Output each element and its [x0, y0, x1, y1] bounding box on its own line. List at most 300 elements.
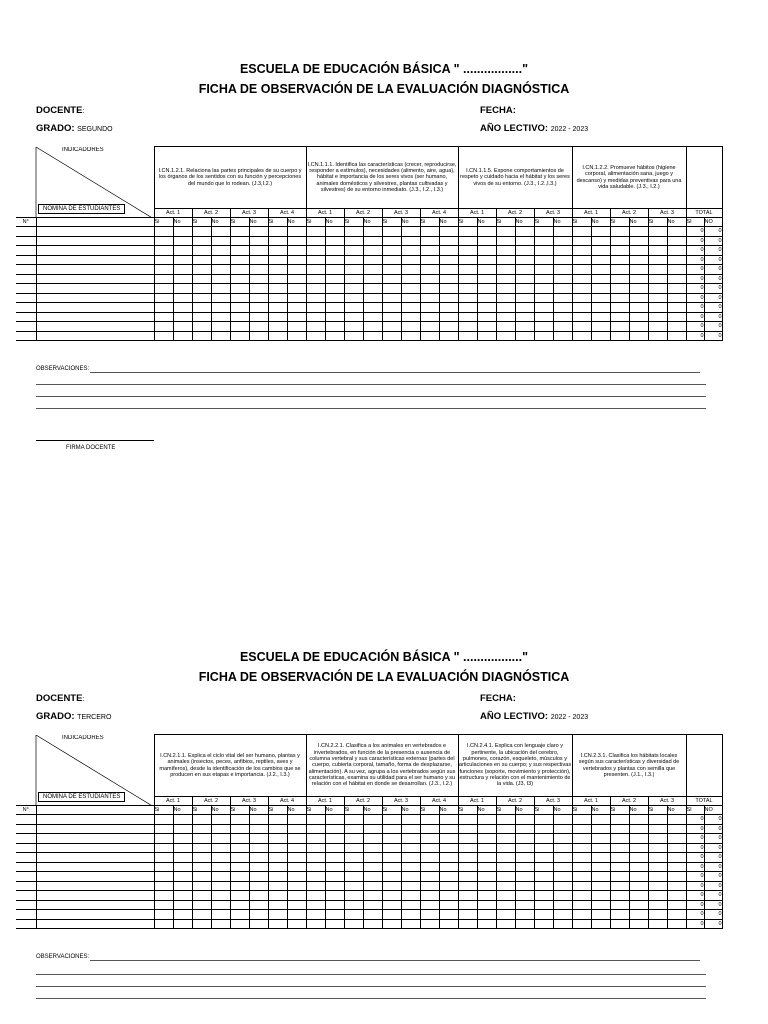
mark-cell[interactable]	[249, 815, 268, 825]
student-name-cell[interactable]	[36, 236, 154, 246]
mark-cell[interactable]	[306, 303, 325, 313]
mark-cell[interactable]	[230, 862, 249, 872]
mark-cell[interactable]	[439, 303, 458, 313]
student-number-cell[interactable]	[16, 815, 36, 825]
mark-cell[interactable]	[382, 246, 401, 256]
mark-cell[interactable]	[173, 815, 192, 825]
mark-cell[interactable]	[401, 303, 420, 313]
mark-cell[interactable]	[173, 265, 192, 275]
mark-cell[interactable]	[344, 331, 363, 341]
mark-cell[interactable]	[591, 227, 610, 237]
mark-cell[interactable]	[515, 881, 534, 891]
mark-cell[interactable]	[287, 274, 306, 284]
mark-cell[interactable]	[439, 862, 458, 872]
mark-cell[interactable]	[211, 910, 230, 920]
mark-cell[interactable]	[572, 834, 591, 844]
mark-cell[interactable]	[192, 881, 211, 891]
mark-cell[interactable]	[496, 862, 515, 872]
mark-cell[interactable]	[439, 815, 458, 825]
mark-cell[interactable]	[287, 881, 306, 891]
mark-cell[interactable]	[401, 872, 420, 882]
mark-cell[interactable]	[325, 255, 344, 265]
mark-cell[interactable]	[648, 815, 667, 825]
mark-cell[interactable]	[268, 824, 287, 834]
mark-cell[interactable]	[363, 900, 382, 910]
mark-cell[interactable]	[648, 862, 667, 872]
mark-cell[interactable]	[458, 227, 477, 237]
mark-cell[interactable]	[591, 303, 610, 313]
mark-cell[interactable]	[325, 824, 344, 834]
mark-cell[interactable]	[306, 834, 325, 844]
mark-cell[interactable]	[534, 293, 553, 303]
mark-cell[interactable]	[667, 322, 686, 332]
mark-cell[interactable]	[344, 274, 363, 284]
mark-cell[interactable]	[591, 284, 610, 294]
mark-cell[interactable]	[173, 227, 192, 237]
mark-cell[interactable]	[458, 881, 477, 891]
mark-cell[interactable]	[344, 236, 363, 246]
mark-cell[interactable]	[382, 331, 401, 341]
mark-cell[interactable]	[515, 834, 534, 844]
mark-cell[interactable]	[382, 872, 401, 882]
mark-cell[interactable]	[629, 891, 648, 901]
mark-cell[interactable]	[420, 843, 439, 853]
mark-cell[interactable]	[610, 293, 629, 303]
mark-cell[interactable]	[192, 284, 211, 294]
mark-cell[interactable]	[610, 881, 629, 891]
mark-cell[interactable]	[477, 246, 496, 256]
student-name-cell[interactable]	[36, 900, 154, 910]
mark-cell[interactable]	[629, 246, 648, 256]
mark-cell[interactable]	[477, 900, 496, 910]
mark-cell[interactable]	[591, 891, 610, 901]
mark-cell[interactable]	[382, 312, 401, 322]
mark-cell[interactable]	[382, 853, 401, 863]
mark-cell[interactable]	[249, 303, 268, 313]
mark-cell[interactable]	[173, 919, 192, 929]
mark-cell[interactable]	[572, 853, 591, 863]
mark-cell[interactable]	[249, 246, 268, 256]
mark-cell[interactable]	[496, 255, 515, 265]
mark-cell[interactable]	[439, 891, 458, 901]
mark-cell[interactable]	[496, 872, 515, 882]
mark-cell[interactable]	[553, 322, 572, 332]
mark-cell[interactable]	[534, 862, 553, 872]
mark-cell[interactable]	[458, 834, 477, 844]
mark-cell[interactable]	[458, 322, 477, 332]
mark-cell[interactable]	[420, 824, 439, 834]
mark-cell[interactable]	[382, 824, 401, 834]
mark-cell[interactable]	[439, 246, 458, 256]
mark-cell[interactable]	[287, 322, 306, 332]
mark-cell[interactable]	[477, 322, 496, 332]
mark-cell[interactable]	[230, 910, 249, 920]
mark-cell[interactable]	[439, 919, 458, 929]
mark-cell[interactable]	[363, 891, 382, 901]
mark-cell[interactable]	[534, 910, 553, 920]
mark-cell[interactable]	[287, 246, 306, 256]
mark-cell[interactable]	[230, 255, 249, 265]
student-number-cell[interactable]	[16, 265, 36, 275]
mark-cell[interactable]	[211, 312, 230, 322]
mark-cell[interactable]	[610, 265, 629, 275]
mark-cell[interactable]	[344, 265, 363, 275]
student-number-cell[interactable]	[16, 246, 36, 256]
mark-cell[interactable]	[439, 331, 458, 341]
mark-cell[interactable]	[382, 322, 401, 332]
mark-cell[interactable]	[572, 891, 591, 901]
mark-cell[interactable]	[344, 246, 363, 256]
mark-cell[interactable]	[211, 246, 230, 256]
mark-cell[interactable]	[268, 910, 287, 920]
mark-cell[interactable]	[420, 274, 439, 284]
mark-cell[interactable]	[515, 322, 534, 332]
mark-cell[interactable]	[667, 862, 686, 872]
mark-cell[interactable]	[154, 236, 173, 246]
mark-cell[interactable]	[287, 284, 306, 294]
student-number-cell[interactable]	[16, 236, 36, 246]
mark-cell[interactable]	[363, 293, 382, 303]
mark-cell[interactable]	[154, 872, 173, 882]
mark-cell[interactable]	[439, 255, 458, 265]
mark-cell[interactable]	[325, 303, 344, 313]
mark-cell[interactable]	[192, 815, 211, 825]
mark-cell[interactable]	[439, 293, 458, 303]
mark-cell[interactable]	[439, 227, 458, 237]
mark-cell[interactable]	[363, 862, 382, 872]
mark-cell[interactable]	[420, 331, 439, 341]
mark-cell[interactable]	[420, 322, 439, 332]
mark-cell[interactable]	[591, 236, 610, 246]
mark-cell[interactable]	[325, 331, 344, 341]
mark-cell[interactable]	[325, 891, 344, 901]
mark-cell[interactable]	[249, 331, 268, 341]
mark-cell[interactable]	[610, 872, 629, 882]
mark-cell[interactable]	[515, 303, 534, 313]
mark-cell[interactable]	[667, 331, 686, 341]
mark-cell[interactable]	[211, 293, 230, 303]
mark-cell[interactable]	[211, 322, 230, 332]
mark-cell[interactable]	[192, 236, 211, 246]
mark-cell[interactable]	[591, 322, 610, 332]
student-number-cell[interactable]	[16, 900, 36, 910]
mark-cell[interactable]	[230, 236, 249, 246]
mark-cell[interactable]	[287, 331, 306, 341]
mark-cell[interactable]	[553, 815, 572, 825]
mark-cell[interactable]	[382, 284, 401, 294]
mark-cell[interactable]	[496, 246, 515, 256]
mark-cell[interactable]	[382, 910, 401, 920]
mark-cell[interactable]	[211, 900, 230, 910]
mark-cell[interactable]	[230, 322, 249, 332]
mark-cell[interactable]	[667, 853, 686, 863]
mark-cell[interactable]	[629, 312, 648, 322]
mark-cell[interactable]	[591, 255, 610, 265]
mark-cell[interactable]	[648, 274, 667, 284]
student-name-cell[interactable]	[36, 910, 154, 920]
mark-cell[interactable]	[306, 312, 325, 322]
mark-cell[interactable]	[325, 881, 344, 891]
mark-cell[interactable]	[249, 900, 268, 910]
mark-cell[interactable]	[344, 255, 363, 265]
mark-cell[interactable]	[458, 312, 477, 322]
mark-cell[interactable]	[667, 919, 686, 929]
mark-cell[interactable]	[363, 284, 382, 294]
student-number-cell[interactable]	[16, 255, 36, 265]
student-name-cell[interactable]	[36, 246, 154, 256]
mark-cell[interactable]	[420, 246, 439, 256]
mark-cell[interactable]	[667, 293, 686, 303]
mark-cell[interactable]	[629, 824, 648, 834]
mark-cell[interactable]	[382, 843, 401, 853]
mark-cell[interactable]	[458, 293, 477, 303]
mark-cell[interactable]	[458, 815, 477, 825]
mark-cell[interactable]	[363, 312, 382, 322]
mark-cell[interactable]	[420, 862, 439, 872]
mark-cell[interactable]	[230, 824, 249, 834]
mark-cell[interactable]	[439, 910, 458, 920]
student-name-cell[interactable]	[36, 834, 154, 844]
student-name-cell[interactable]	[36, 331, 154, 341]
mark-cell[interactable]	[496, 293, 515, 303]
mark-cell[interactable]	[496, 303, 515, 313]
mark-cell[interactable]	[648, 284, 667, 294]
mark-cell[interactable]	[534, 331, 553, 341]
mark-cell[interactable]	[344, 872, 363, 882]
mark-cell[interactable]	[154, 910, 173, 920]
student-number-cell[interactable]	[16, 834, 36, 844]
mark-cell[interactable]	[192, 900, 211, 910]
mark-cell[interactable]	[173, 322, 192, 332]
mark-cell[interactable]	[268, 331, 287, 341]
mark-cell[interactable]	[458, 274, 477, 284]
mark-cell[interactable]	[420, 900, 439, 910]
mark-cell[interactable]	[648, 919, 667, 929]
mark-cell[interactable]	[572, 303, 591, 313]
mark-cell[interactable]	[363, 824, 382, 834]
mark-cell[interactable]	[667, 255, 686, 265]
mark-cell[interactable]	[534, 227, 553, 237]
mark-cell[interactable]	[192, 331, 211, 341]
mark-cell[interactable]	[325, 322, 344, 332]
mark-cell[interactable]	[458, 824, 477, 834]
mark-cell[interactable]	[591, 919, 610, 929]
mark-cell[interactable]	[268, 236, 287, 246]
mark-cell[interactable]	[344, 284, 363, 294]
mark-cell[interactable]	[306, 900, 325, 910]
mark-cell[interactable]	[667, 824, 686, 834]
mark-cell[interactable]	[154, 303, 173, 313]
mark-cell[interactable]	[230, 815, 249, 825]
mark-cell[interactable]	[154, 265, 173, 275]
mark-cell[interactable]	[249, 312, 268, 322]
mark-cell[interactable]	[553, 331, 572, 341]
mark-cell[interactable]	[629, 919, 648, 929]
mark-cell[interactable]	[477, 265, 496, 275]
mark-cell[interactable]	[192, 824, 211, 834]
student-name-cell[interactable]	[36, 881, 154, 891]
mark-cell[interactable]	[154, 891, 173, 901]
mark-cell[interactable]	[154, 824, 173, 834]
mark-cell[interactable]	[477, 919, 496, 929]
mark-cell[interactable]	[496, 881, 515, 891]
mark-cell[interactable]	[211, 853, 230, 863]
mark-cell[interactable]	[534, 853, 553, 863]
mark-cell[interactable]	[458, 284, 477, 294]
mark-cell[interactable]	[249, 881, 268, 891]
mark-cell[interactable]	[439, 834, 458, 844]
mark-cell[interactable]	[496, 843, 515, 853]
mark-cell[interactable]	[648, 843, 667, 853]
mark-cell[interactable]	[629, 284, 648, 294]
student-name-cell[interactable]	[36, 891, 154, 901]
mark-cell[interactable]	[610, 312, 629, 322]
mark-cell[interactable]	[667, 900, 686, 910]
mark-cell[interactable]	[648, 312, 667, 322]
mark-cell[interactable]	[610, 274, 629, 284]
mark-cell[interactable]	[230, 872, 249, 882]
mark-cell[interactable]	[534, 843, 553, 853]
mark-cell[interactable]	[230, 227, 249, 237]
mark-cell[interactable]	[211, 236, 230, 246]
mark-cell[interactable]	[515, 227, 534, 237]
mark-cell[interactable]	[382, 227, 401, 237]
observation-line[interactable]	[36, 998, 706, 999]
mark-cell[interactable]	[648, 255, 667, 265]
mark-cell[interactable]	[192, 312, 211, 322]
mark-cell[interactable]	[306, 872, 325, 882]
mark-cell[interactable]	[553, 227, 572, 237]
mark-cell[interactable]	[439, 872, 458, 882]
mark-cell[interactable]	[382, 815, 401, 825]
mark-cell[interactable]	[230, 312, 249, 322]
mark-cell[interactable]	[439, 322, 458, 332]
mark-cell[interactable]	[496, 815, 515, 825]
mark-cell[interactable]	[192, 919, 211, 929]
mark-cell[interactable]	[515, 274, 534, 284]
mark-cell[interactable]	[154, 255, 173, 265]
mark-cell[interactable]	[496, 312, 515, 322]
mark-cell[interactable]	[610, 303, 629, 313]
mark-cell[interactable]	[610, 815, 629, 825]
mark-cell[interactable]	[477, 872, 496, 882]
mark-cell[interactable]	[249, 853, 268, 863]
mark-cell[interactable]	[458, 255, 477, 265]
mark-cell[interactable]	[534, 265, 553, 275]
mark-cell[interactable]	[553, 246, 572, 256]
mark-cell[interactable]	[287, 227, 306, 237]
mark-cell[interactable]	[534, 322, 553, 332]
mark-cell[interactable]	[401, 881, 420, 891]
mark-cell[interactable]	[667, 881, 686, 891]
mark-cell[interactable]	[496, 331, 515, 341]
mark-cell[interactable]	[287, 919, 306, 929]
mark-cell[interactable]	[268, 900, 287, 910]
mark-cell[interactable]	[344, 881, 363, 891]
mark-cell[interactable]	[591, 824, 610, 834]
mark-cell[interactable]	[363, 834, 382, 844]
mark-cell[interactable]	[325, 862, 344, 872]
mark-cell[interactable]	[572, 246, 591, 256]
mark-cell[interactable]	[591, 910, 610, 920]
mark-cell[interactable]	[667, 303, 686, 313]
mark-cell[interactable]	[173, 834, 192, 844]
student-name-cell[interactable]	[36, 824, 154, 834]
mark-cell[interactable]	[667, 227, 686, 237]
mark-cell[interactable]	[458, 331, 477, 341]
mark-cell[interactable]	[534, 834, 553, 844]
mark-cell[interactable]	[648, 236, 667, 246]
mark-cell[interactable]	[306, 891, 325, 901]
mark-cell[interactable]	[610, 246, 629, 256]
student-name-cell[interactable]	[36, 843, 154, 853]
mark-cell[interactable]	[572, 322, 591, 332]
mark-cell[interactable]	[249, 843, 268, 853]
student-name-cell[interactable]	[36, 303, 154, 313]
mark-cell[interactable]	[401, 910, 420, 920]
mark-cell[interactable]	[306, 274, 325, 284]
mark-cell[interactable]	[439, 853, 458, 863]
mark-cell[interactable]	[249, 834, 268, 844]
mark-cell[interactable]	[173, 872, 192, 882]
mark-cell[interactable]	[572, 910, 591, 920]
mark-cell[interactable]	[268, 815, 287, 825]
mark-cell[interactable]	[477, 853, 496, 863]
mark-cell[interactable]	[230, 274, 249, 284]
mark-cell[interactable]	[211, 303, 230, 313]
mark-cell[interactable]	[325, 274, 344, 284]
mark-cell[interactable]	[154, 322, 173, 332]
mark-cell[interactable]	[572, 274, 591, 284]
mark-cell[interactable]	[192, 265, 211, 275]
student-number-cell[interactable]	[16, 910, 36, 920]
mark-cell[interactable]	[192, 891, 211, 901]
mark-cell[interactable]	[173, 843, 192, 853]
mark-cell[interactable]	[496, 824, 515, 834]
mark-cell[interactable]	[420, 834, 439, 844]
mark-cell[interactable]	[363, 236, 382, 246]
mark-cell[interactable]	[477, 274, 496, 284]
mark-cell[interactable]	[306, 881, 325, 891]
mark-cell[interactable]	[401, 236, 420, 246]
student-name-cell[interactable]	[36, 274, 154, 284]
mark-cell[interactable]	[268, 303, 287, 313]
mark-cell[interactable]	[591, 843, 610, 853]
mark-cell[interactable]	[515, 843, 534, 853]
mark-cell[interactable]	[477, 862, 496, 872]
mark-cell[interactable]	[287, 815, 306, 825]
mark-cell[interactable]	[382, 303, 401, 313]
mark-cell[interactable]	[401, 265, 420, 275]
mark-cell[interactable]	[591, 265, 610, 275]
mark-cell[interactable]	[610, 900, 629, 910]
mark-cell[interactable]	[420, 255, 439, 265]
mark-cell[interactable]	[458, 919, 477, 929]
mark-cell[interactable]	[306, 910, 325, 920]
mark-cell[interactable]	[211, 891, 230, 901]
mark-cell[interactable]	[401, 853, 420, 863]
mark-cell[interactable]	[287, 862, 306, 872]
mark-cell[interactable]	[249, 910, 268, 920]
mark-cell[interactable]	[610, 255, 629, 265]
mark-cell[interactable]	[629, 834, 648, 844]
mark-cell[interactable]	[382, 862, 401, 872]
mark-cell[interactable]	[553, 872, 572, 882]
mark-cell[interactable]	[249, 236, 268, 246]
student-number-cell[interactable]	[16, 322, 36, 332]
mark-cell[interactable]	[648, 322, 667, 332]
mark-cell[interactable]	[268, 872, 287, 882]
